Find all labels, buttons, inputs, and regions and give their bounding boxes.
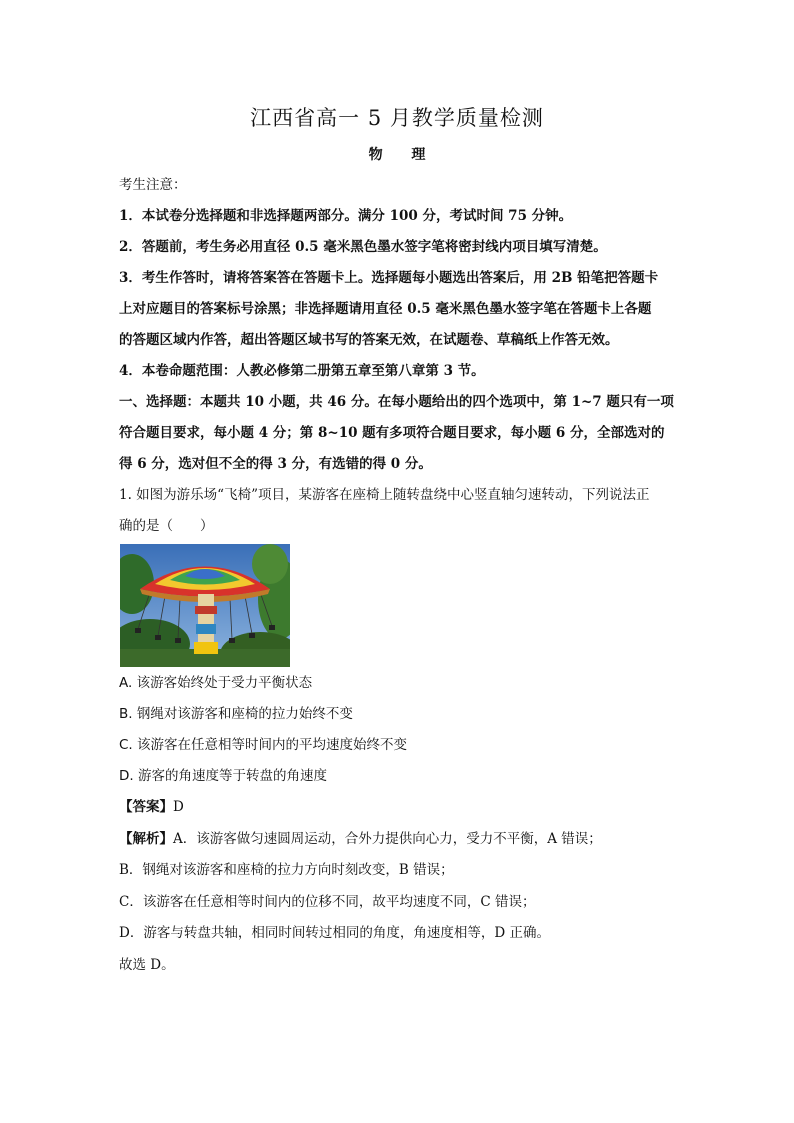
option-b: B. 钢绳对该游客和座椅的拉力始终不变 <box>119 706 353 722</box>
section-heading-line-1: 一、选择题：本题共 10 小题，共 46 分。在每小题给出的四个选项中，第 1~7 题只有一项 <box>119 394 674 410</box>
notice-item-1: 1．本试卷分选择题和非选择题两部分。满分 100 分，考试时间 75 分钟。 <box>119 208 573 224</box>
analysis-line-1 <box>119 824 679 856</box>
swing-ride-illustration <box>120 544 290 667</box>
analysis-conclusion: 故选 D。 <box>119 956 175 973</box>
notice-item-4: 4．本卷命题范围：人教必修第二册第五章至第八章第 3 节。 <box>119 363 485 379</box>
analysis-label: 【解析】 <box>119 830 173 847</box>
answer-value: D <box>173 799 184 815</box>
section-heading-line-3: 得 6 分，选对但不全的得 3 分，有选错的得 0 分。 <box>119 456 432 472</box>
notice-heading: 考生注意： <box>119 177 187 193</box>
question-1-stem-line-2: 确的是（ ） <box>119 518 214 534</box>
answer-label: 【答案】 <box>119 799 173 815</box>
analysis-line-3: C．该游客在任意相等时间内的位移不同，故平均速度不同，C 错误； <box>119 893 536 910</box>
answer-section <box>119 792 679 981</box>
notice-item-2: 2．答题前，考生务必用直径 0.5 毫米黑色墨水签字笔将密封线内项目填写清楚。 <box>119 239 607 255</box>
notice-item-3-line-2: 上对应题目的答案标号涂黑；非选择题请用直径 0.5 毫米黑色墨水签字笔在答题卡上各题 <box>119 301 652 317</box>
notice-section <box>119 170 679 542</box>
answer-line <box>119 792 679 824</box>
question-1-stem-line-1: 1. 如图为游乐场“飞椅”项目，某游客在座椅上随转盘绕中心竖直轴匀速转动，下列说法正 <box>119 487 650 503</box>
section-heading-line-2: 符合题目要求，每小题 4 分；第 8~10 题有多项符合题目要求，每小题 6 分，全部选对的 <box>119 425 665 441</box>
option-c: C. 该游客在任意相等时间内的平均速度始终不变 <box>119 737 408 753</box>
notice-item-3-line-1: 3．考生作答时，请将答案答在答题卡上。选择题每小题选出答案后，用 2B 铅笔把答题卡 <box>119 270 659 286</box>
page-title: 江西省高一 5 月教学质量检测 <box>250 106 544 130</box>
option-a: A. 该游客始终处于受力平衡状态 <box>119 675 313 691</box>
option-d: D. 游客的角速度等于转盘的角速度 <box>119 768 327 784</box>
swing-ride-photo <box>120 544 290 667</box>
notice-item-3-line-3: 的答题区域内作答，超出答题区域书写的答案无效，在试题卷、草稿纸上作答无效。 <box>119 332 619 348</box>
subject-label: 物 理 <box>368 147 438 163</box>
analysis-line-2: B．钢绳对该游客和座椅的拉力方向时刻改变，B 错误； <box>119 862 454 878</box>
question-1-options <box>119 668 679 792</box>
analysis-line-4: D．游客与转盘共轴，相同时间转过相同的角度，角速度相等，D 正确。 <box>119 925 550 941</box>
analysis-text-a: A．该游客做匀速圆周运动，合外力提供向心力，受力不平衡，A 错误； <box>173 830 602 847</box>
